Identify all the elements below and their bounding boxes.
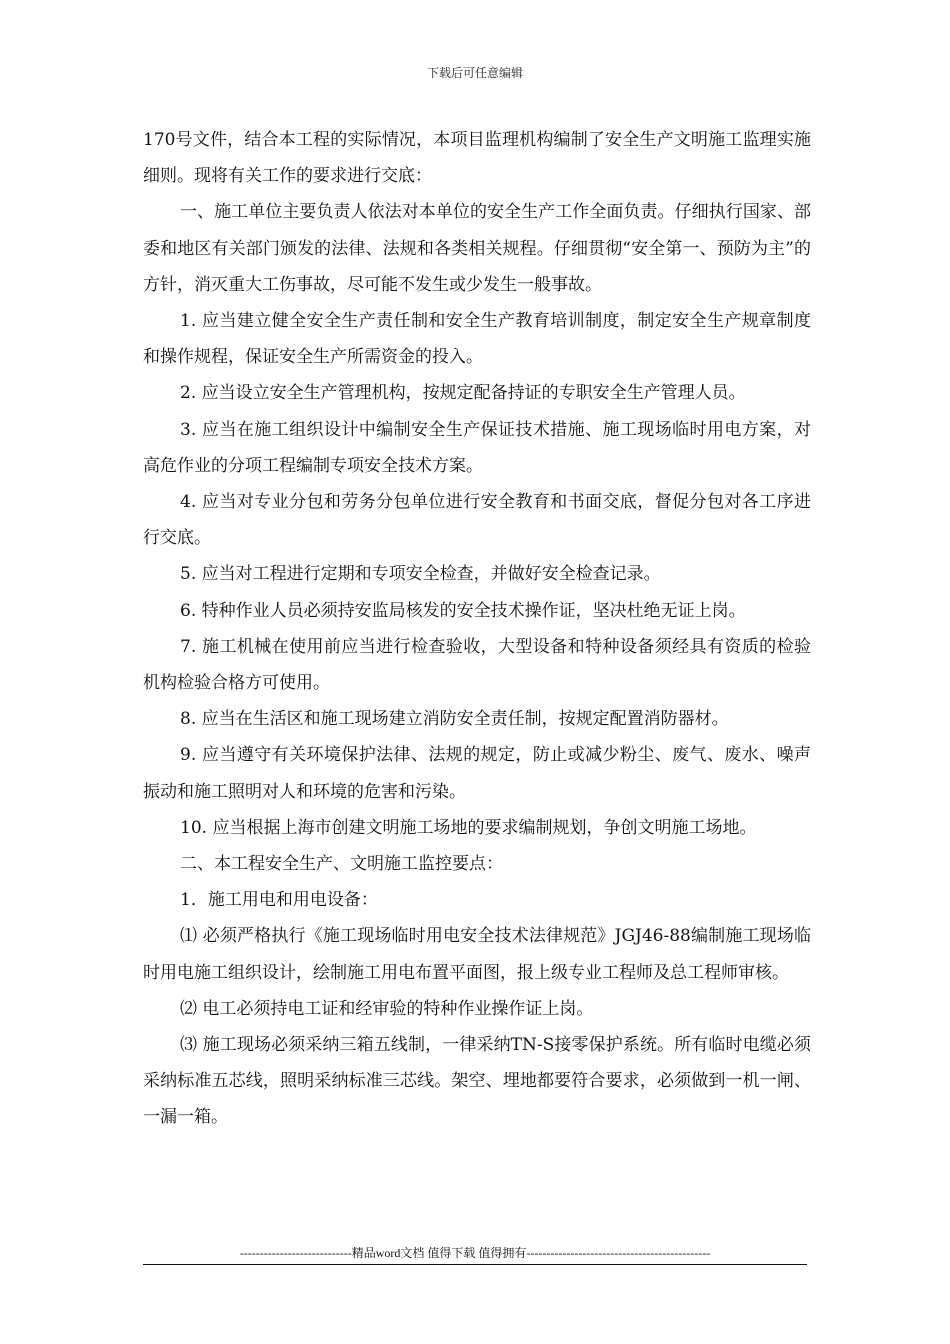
paragraph: 5. 应当对工程进行定期和专项安全检查，并做好安全检查记录。 [180,564,661,585]
paragraph: ⑶ 施工现场必须采纳三箱五线制，一律采纳TN-S接零保护系统。所有临时电缆必须采纳标准五芯线，照明采纳标准三芯线。架空、埋地都要符合要求，必须做到一机一闸、一漏一箱。 [143,1035,811,1128]
paragraph: 10. 应当根据上海市创建文明施工场地的要求编制规划，争创文明施工场地。 [180,817,757,838]
paragraph: 7. 施工机械在使用前应当进行检查验收，大型设备和特种设备须经具有资质的检验机构检验合格方可使用。 [143,636,811,694]
paragraph: 9. 应当遵守有关环境保护法律、法规的规定，防止或减少粉尘、废气、废水、噪声振动和施工照明对人和环境的危害和污染。 [143,745,811,802]
paragraph: 2. 应当设立安全生产管理机构，按规定配备持证的专职安全生产管理人员。 [180,383,746,404]
page-header: 下载后可任意编辑 [426,66,523,80]
paragraph: 一、施工单位主要负责人依法对本单位的安全生产工作全面负责。仔细执行国家、部委和地区有关部门颁发的法律、法规和各类相关规程。仔细贯彻“安全第一、预防为主”的方针，消灭重大工伤事故，尽可能不发生或少发生一般事故。 [143,202,811,295]
paragraph: 170号文件，结合本工程的实际情况，本项目监理机构编制了安全生产文明施工监理实施细则。现将有关工作的要求进行交底： [143,130,811,187]
subsection-heading: 1．施工用电和用电设备： [180,890,378,911]
section-heading: 二、本工程安全生产、文明施工监控要点： [180,854,503,875]
document-body [143,122,811,1136]
paragraph: 8. 应当在生活区和施工现场建立消防安全责任制，按规定配置消防器材。 [180,709,729,730]
paragraph: 1. 应当建立健全安全生产责任制和安全生产教育培训制度，制定安全生产规章制度和操作规程，保证安全生产所需资金的投入。 [143,311,811,368]
paragraph: ⑴ 必须严格执行《施工现场临时用电安全技术法律规范》JGJ46-88编制施工现场临时用电施工组织设计，绘制施工用电布置平面图，报上级专业工程师及总工程师审核。 [143,926,811,983]
paragraph: 4. 应当对专业分包和劳务分包单位进行安全教育和书面交底，督促分包对各工序进行交底。 [143,492,811,549]
footer-divider [143,1264,807,1265]
paragraph: 6. 特种作业人员必须持安监局核发的安全技术操作证，坚决杜绝无证上岗。 [180,600,746,621]
paragraph: 3. 应当在施工组织设计中编制安全生产保证技术措施、施工现场临时用电方案，对高危作业的分项工程编制专项安全技术方案。 [143,419,811,476]
paragraph: ⑵ 电工必须持电工证和经审验的特种作业操作证上岗。 [180,998,594,1019]
page-footer: ----------------------------精品word文档 值得下载 值得拥有---------------------------------------------- [239,1246,711,1260]
